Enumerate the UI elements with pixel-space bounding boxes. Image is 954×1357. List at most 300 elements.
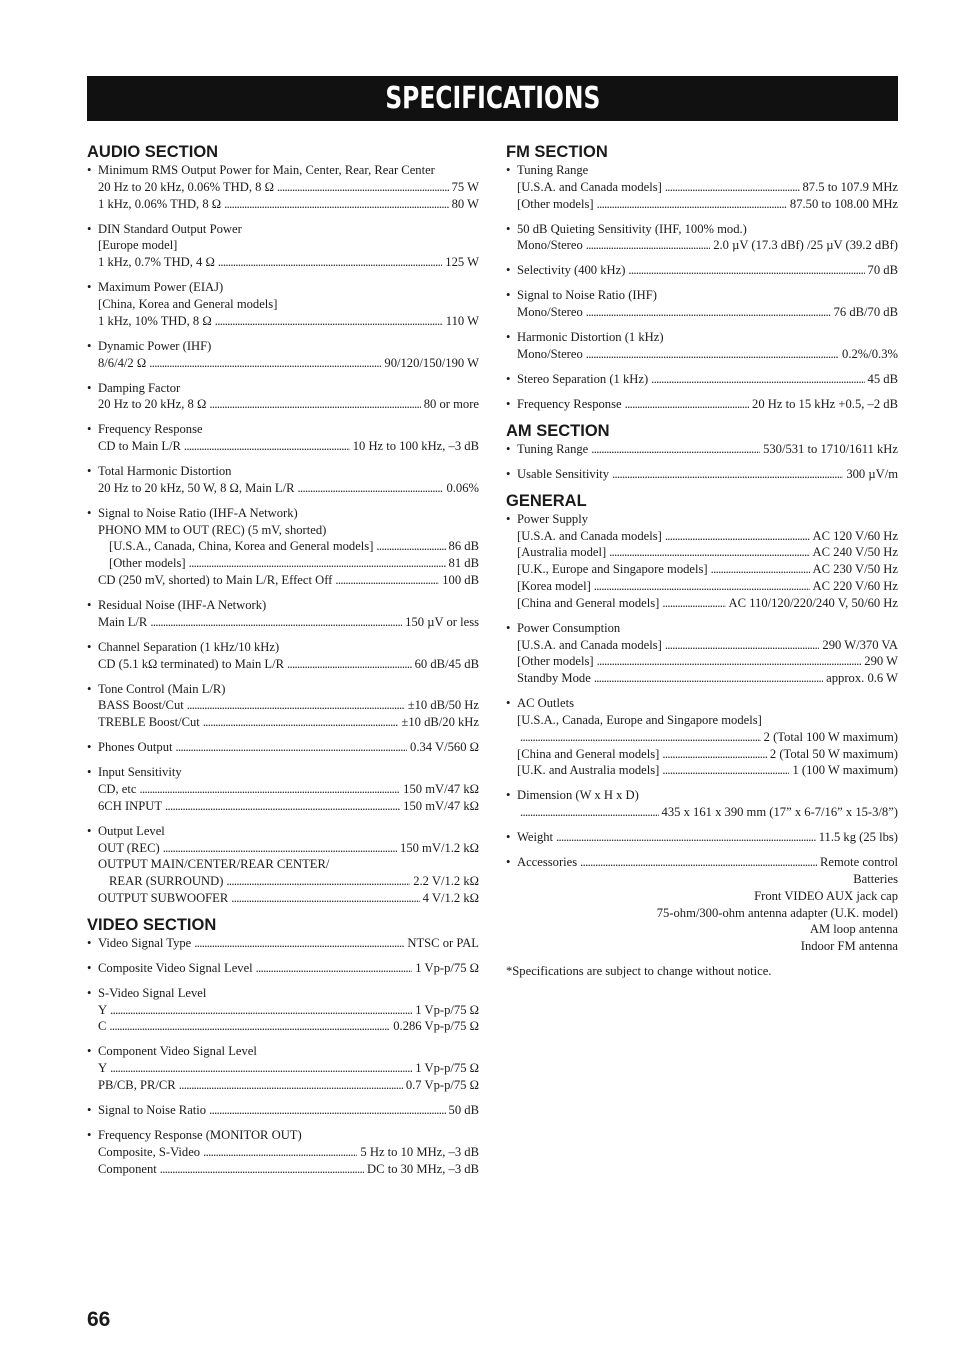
bullet-icon: • (506, 855, 511, 870)
dot-leader (165, 798, 400, 815)
dot-leader (203, 714, 399, 731)
spec-heading (506, 787, 898, 804)
spec-heading (87, 162, 479, 179)
dot-leader (184, 438, 350, 455)
dot-leader (591, 441, 760, 458)
dot-leader (160, 1161, 364, 1178)
dot-leader (149, 355, 381, 372)
spec-heading (87, 681, 479, 698)
spec-row (506, 729, 898, 746)
spec-heading (87, 463, 479, 480)
spec-row-value: approx. 0.6 W (826, 671, 898, 686)
spec-label: Signal to Noise Ratio (IHF) (517, 288, 657, 303)
spec-heading (506, 162, 898, 179)
spec-row (87, 697, 479, 714)
spec-item-signal-to-noise-ratio-ihf-a-network (87, 505, 479, 589)
spec-row-label: Stereo Separation (1 kHz) (517, 371, 649, 386)
bullet-icon: • (87, 1128, 92, 1143)
bullet-icon: • (87, 338, 92, 353)
spec-row-value: 60 dB/45 dB (414, 656, 479, 671)
spec-row-label: [U.S.A. and Canada models] (517, 637, 662, 652)
spec-row-label: 1 kHz, 10% THD, 8 Ω (98, 313, 212, 328)
spec-row (506, 595, 898, 612)
bullet-icon: • (506, 163, 511, 177)
spec-row-value: AC 110/120/220/240 V, 50/60 Hz (728, 595, 898, 610)
dot-leader (218, 254, 442, 271)
spec-item-minimum-rms-output-power-for-main-center-rear-rear-center (87, 162, 479, 212)
spec-item-input-sensitivity (87, 764, 479, 814)
dot-leader (594, 670, 823, 687)
dot-leader (662, 762, 789, 779)
spec-row (506, 196, 898, 213)
spec-row-value: 87.50 to 108.00 MHz (789, 196, 898, 211)
spec-item-component-video-signal-level (87, 1043, 479, 1093)
spec-row (87, 538, 479, 555)
spec-row-value: 80 W (451, 196, 479, 211)
spec-label: Frequency Response (MONITOR OUT) (98, 1128, 302, 1143)
dot-leader (612, 466, 843, 483)
bullet-icon: • (87, 681, 92, 696)
spec-row-value: 150 µV or less (405, 614, 479, 629)
dot-leader (556, 829, 816, 846)
spec-item-frequency-response (506, 396, 898, 413)
spec-row-value: AC 120 V/60 Hz (812, 528, 898, 543)
spec-label: Frequency Response (98, 422, 203, 437)
spec-label: AC Outlets (517, 696, 575, 711)
spec-row (506, 637, 898, 654)
spec-label: Maximum Power (EIAJ) (98, 280, 224, 295)
spec-item-frequency-response (87, 421, 479, 455)
spec-row-value: 150 mV/47 kΩ (403, 781, 479, 796)
spec-row-value: 4 V/1.2 kΩ (422, 890, 479, 905)
spec-line: AM loop antenna (809, 922, 898, 937)
spec-heading (87, 338, 479, 355)
bullet-icon: • (506, 696, 511, 711)
bullet-icon: • (87, 380, 92, 395)
spec-heading (87, 221, 479, 238)
spec-row-value: 80 or more (423, 397, 479, 412)
spec-item-channel-separation-1-khz-10-khz (87, 639, 479, 673)
bullet-icon: • (87, 985, 92, 1000)
bullet-icon: • (506, 441, 511, 456)
dot-leader (277, 179, 449, 196)
spec-row-label: 20 Hz to 20 kHz, 8 Ω (98, 397, 207, 412)
spec-row (87, 840, 479, 857)
spec-row-label: Tuning Range (517, 441, 589, 456)
spec-row-label: BASS Boost/Cut (98, 698, 184, 713)
spec-label: Power Supply (517, 511, 589, 526)
bullet-icon: • (87, 935, 92, 950)
spec-row (506, 262, 898, 279)
bullet-icon: • (87, 823, 92, 838)
spec-item-damping-factor (87, 380, 479, 414)
dot-leader (711, 561, 810, 578)
spec-row-label: [China and General models] (517, 746, 660, 761)
spec-item-total-harmonic-distortion (87, 463, 479, 497)
spec-row (506, 466, 898, 483)
spec-row-value: 300 µV/m (846, 466, 898, 481)
spec-row-label: [Korea model] (517, 579, 591, 594)
spec-line: PHONO MM to OUT (REC) (5 mV, shorted) (98, 522, 327, 537)
spec-row-value: AC 220 V/60 Hz (812, 579, 898, 594)
spec-row-label: CD (250 mV, shorted) to Main L/R, Effect Off (98, 573, 333, 588)
spec-row (506, 304, 898, 321)
dot-leader (586, 304, 831, 321)
spec-row (87, 1161, 479, 1178)
spec-row (87, 614, 479, 631)
spec-row-label: [U.S.A. and Canada models] (517, 528, 662, 543)
spec-row (87, 555, 479, 572)
section-title-video-section: VIDEO SECTION (87, 915, 217, 934)
spec-row-value: ±10 dB/50 Hz (407, 698, 479, 713)
spec-row-label: Mono/Stereo (517, 238, 583, 253)
specifications-banner (87, 76, 898, 121)
footnote: *Specifications are subject to change without notice. (506, 964, 772, 979)
spec-item-selectivity-400-khz (506, 262, 898, 279)
spec-row-label: 20 Hz to 20 kHz, 50 W, 8 Ω, Main L/R (98, 480, 295, 495)
spec-row-label: Usable Sensitivity (517, 466, 609, 481)
bullet-icon: • (87, 765, 92, 780)
spec-row-value: 70 dB (867, 263, 898, 278)
spec-row (506, 578, 898, 595)
spec-row-label: Signal to Noise Ratio (98, 1103, 207, 1118)
spec-item-composite-video-signal-level (87, 960, 479, 977)
spec-row-label: Phones Output (98, 740, 173, 755)
spec-item-tuning-range (506, 441, 898, 458)
spec-item-power-supply (506, 511, 898, 612)
spec-row-value: 110 W (445, 313, 479, 328)
dot-leader (628, 262, 864, 279)
dot-leader (110, 1002, 412, 1019)
spec-row-value: 1 (100 W maximum) (792, 763, 898, 778)
spec-row-value: 1 Vp-p/75 Ω (415, 1002, 479, 1017)
spec-row (506, 396, 898, 413)
spec-item-s-video-signal-level (87, 985, 479, 1035)
spec-row (87, 480, 479, 497)
dot-leader (662, 595, 725, 612)
dot-leader (586, 346, 839, 363)
spec-item-residual-noise-ihf-a-network (87, 597, 479, 631)
spec-row-value: 0.06% (446, 480, 479, 495)
bullet-icon: • (506, 788, 511, 803)
spec-row-label: Y (98, 1061, 108, 1076)
spec-label: Channel Separation (1 kHz/10 kHz) (98, 639, 280, 654)
spec-row (506, 528, 898, 545)
dot-leader (665, 528, 810, 545)
spec-row-label: TREBLE Boost/Cut (98, 715, 200, 730)
spec-item-tuning-range (506, 162, 898, 212)
dot-leader (109, 1018, 390, 1035)
spec-row (87, 1102, 479, 1119)
spec-label: Tone Control (Main L/R) (98, 681, 226, 696)
spec-label: Harmonic Distortion (1 kHz) (517, 330, 664, 345)
spec-label: Minimum RMS Output Power for Main, Center, Rear, Rear Center (98, 163, 435, 177)
dot-leader (594, 578, 810, 595)
spec-row-label: Selectivity (400 kHz) (517, 263, 626, 278)
spec-row (87, 935, 479, 952)
spec-heading (87, 985, 479, 1002)
spec-row (87, 739, 479, 756)
spec-item-accessories (506, 854, 898, 955)
spec-row (87, 873, 479, 890)
dot-leader (203, 1144, 357, 1161)
spec-row (506, 237, 898, 254)
spec-row-label: Frequency Response (517, 396, 622, 411)
spec-row (506, 346, 898, 363)
spec-row (506, 441, 898, 458)
bullet-icon: • (506, 466, 511, 481)
spec-row-label: [U.S.A. and Canada models] (517, 179, 662, 194)
dot-leader (139, 781, 400, 798)
spec-heading (87, 597, 479, 614)
spec-row-label: [U.S.A., Canada, China, Korea and General models] (109, 539, 374, 554)
dot-leader (189, 555, 446, 572)
dot-leader (150, 614, 402, 631)
spec-row-value: 20 Hz to 15 kHz +0.5, –2 dB (752, 396, 898, 411)
dot-leader (179, 1077, 403, 1094)
spec-row-label: 1 kHz, 0.06% THD, 8 Ω (98, 196, 222, 211)
spec-row-value: NTSC or PAL (407, 935, 479, 950)
bullet-icon: • (506, 830, 511, 845)
bullet-icon: • (87, 960, 92, 975)
spec-row-value: 5 Hz to 10 MHz, –3 dB (360, 1144, 479, 1159)
spec-row (87, 798, 479, 815)
spec-row-value: 50 dB (448, 1103, 479, 1118)
spec-row (506, 670, 898, 687)
spec-row (506, 829, 898, 846)
dot-leader (597, 196, 787, 213)
spec-row-value: 530/531 to 1710/1611 kHz (763, 441, 898, 456)
bullet-icon: • (87, 1103, 92, 1118)
spec-heading (506, 221, 898, 238)
spec-row-label: [China and General models] (517, 595, 660, 610)
spec-item-ac-outlets (506, 695, 898, 779)
spec-item-harmonic-distortion-1-khz (506, 329, 898, 363)
bullet-icon: • (87, 163, 92, 177)
spec-row (87, 1060, 479, 1077)
dot-leader (163, 840, 397, 857)
bullet-icon: • (87, 422, 92, 437)
spec-item-dynamic-power-ihf (87, 338, 479, 372)
spec-item-power-consumption (506, 620, 898, 687)
spec-row (87, 572, 479, 589)
spec-row-label: [Other models] (517, 196, 594, 211)
spec-row-value: 290 W/370 VA (822, 637, 898, 652)
dot-leader (215, 313, 443, 330)
spec-heading (87, 279, 479, 296)
dot-leader (298, 480, 444, 497)
section-title-audio-section: AUDIO SECTION (87, 143, 219, 161)
spec-row (506, 561, 898, 578)
spec-heading (506, 511, 898, 528)
spec-label: Output Level (98, 823, 165, 838)
dot-leader (665, 637, 820, 654)
spec-line: 75-ohm/300-ohm antenna adapter (U.K. model) (656, 905, 898, 920)
right-column (506, 142, 898, 980)
bullet-icon: • (506, 288, 511, 303)
spec-row-label: Composite, S-Video (98, 1144, 201, 1159)
dot-leader (335, 572, 439, 589)
spec-row-label: [Other models] (109, 556, 186, 571)
spec-row-label: Mono/Stereo (517, 346, 583, 361)
spec-row (506, 653, 898, 670)
spec-row-label: [Australia model] (517, 545, 607, 560)
bullet-icon: • (87, 639, 92, 654)
bullet-icon: • (87, 464, 92, 479)
section-title-general: GENERAL (506, 491, 587, 510)
dot-leader (226, 873, 410, 890)
spec-row (87, 714, 479, 731)
spec-item-signal-to-noise-ratio (87, 1102, 479, 1119)
spec-row-label: REAR (SURROUND) (109, 874, 224, 889)
bullet-icon: • (87, 1044, 92, 1059)
spec-label: Dimension (W x H x D) (517, 788, 639, 803)
spec-row-value: 86 dB (448, 539, 479, 554)
dot-leader (209, 396, 420, 413)
bullet-icon: • (506, 396, 511, 411)
spec-row-label: CD, etc (98, 781, 137, 796)
spec-row-value: 75 W (451, 179, 479, 194)
spec-item-50-db-quieting-sensitivity-ihf-100-mod (506, 221, 898, 255)
spec-label: DIN Standard Output Power (98, 221, 242, 236)
spec-label: Damping Factor (98, 380, 181, 395)
spec-row-value: 0.2%/0.3% (842, 346, 898, 361)
spec-row-label: OUT (REC) (98, 840, 160, 855)
spec-row (506, 179, 898, 196)
spec-row-value: 0.286 Vp-p/75 Ω (393, 1019, 479, 1034)
spec-row (506, 544, 898, 561)
spec-row-label: OUTPUT SUBWOOFER (98, 890, 229, 905)
spec-heading (87, 764, 479, 781)
spec-row-value: 2.2 V/1.2 kΩ (413, 874, 479, 889)
dot-leader (580, 854, 817, 871)
section-title-am-section: AM SECTION (506, 421, 610, 440)
dot-leader (665, 179, 800, 196)
spec-item-tone-control-main-l-r (87, 681, 479, 731)
spec-row (506, 746, 898, 763)
spec-label: Total Harmonic Distortion (98, 464, 232, 479)
bullet-icon: • (87, 740, 92, 755)
spec-row (87, 656, 479, 673)
spec-heading (506, 287, 898, 304)
spec-row-label: 8/6/4/2 Ω (98, 355, 147, 370)
spec-row (506, 854, 898, 871)
spec-row-label: Standby Mode (517, 671, 591, 686)
spec-item-din-standard-output-power (87, 221, 479, 271)
dot-leader (287, 656, 412, 673)
spec-row-value: 2 (Total 50 W maximum) (769, 746, 898, 761)
spec-label: 50 dB Quieting Sensitivity (IHF, 100% mod.) (517, 221, 747, 236)
spec-row-label: [U.K., Europe and Singapore models] (517, 562, 708, 577)
bullet-icon: • (506, 221, 511, 236)
dot-leader (194, 935, 404, 952)
spec-heading (506, 695, 898, 712)
spec-item-usable-sensitivity (506, 466, 898, 483)
spec-row-value: DC to 30 MHz, –3 dB (367, 1161, 479, 1176)
spec-row-value: 76 dB/70 dB (833, 305, 898, 320)
spec-row-value: 87.5 to 107.9 MHz (802, 179, 898, 194)
spec-row-label: 1 kHz, 0.7% THD, 4 Ω (98, 255, 215, 270)
dot-leader (256, 960, 413, 977)
spec-row-label: [Other models] (517, 654, 594, 669)
spec-row-label: [U.K. and Australia models] (517, 763, 660, 778)
spec-heading (506, 329, 898, 346)
spec-row-label: CD (5.1 kΩ terminated) to Main L/R (98, 656, 284, 671)
spec-row (87, 313, 479, 330)
spec-item-dimension-w-x-h-x-d (506, 787, 898, 821)
spec-row-value: Remote control (820, 855, 898, 870)
spec-row-value: AC 240 V/50 Hz (812, 545, 898, 560)
spec-row-value: AC 230 V/50 Hz (812, 562, 898, 577)
bullet-icon: • (506, 330, 511, 345)
spec-row-label: Composite Video Signal Level (98, 960, 253, 975)
spec-row-value: 150 mV/1.2 kΩ (400, 840, 479, 855)
spec-row-value: 125 W (445, 255, 479, 270)
spec-line: [Europe model] (98, 238, 178, 253)
spec-row-label: CD to Main L/R (98, 439, 181, 454)
spec-row-label: Component (98, 1161, 157, 1176)
spec-row-label: C (98, 1019, 107, 1034)
bullet-icon: • (506, 511, 511, 526)
spec-row-value: 11.5 kg (25 lbs) (818, 830, 898, 845)
bullet-icon: • (87, 505, 92, 520)
page-number: 66 (87, 1308, 111, 1331)
spec-row (87, 254, 479, 271)
spec-row (87, 438, 479, 455)
bullet-icon: • (87, 221, 92, 236)
spec-row-label: 20 Hz to 20 kHz, 0.06% THD, 8 Ω (98, 179, 274, 194)
spec-row (87, 1018, 479, 1035)
dot-leader (625, 396, 749, 413)
spec-line: Batteries (853, 871, 898, 886)
spec-row-label: Accessories (517, 855, 578, 870)
spec-heading (87, 823, 479, 840)
spec-row (87, 196, 479, 213)
spec-heading (87, 1127, 479, 1144)
dot-leader (376, 538, 445, 555)
spec-label: Dynamic Power (IHF) (98, 338, 212, 353)
spec-row (506, 804, 898, 821)
spec-heading (87, 639, 479, 656)
spec-row-value: 100 dB (442, 573, 479, 588)
spec-label: Tuning Range (517, 163, 589, 177)
spec-item-frequency-response-monitor-out (87, 1127, 479, 1177)
spec-label: Power Consumption (517, 620, 621, 635)
spec-row (87, 179, 479, 196)
spec-row-label: Weight (517, 830, 554, 845)
spec-row-value: 45 dB (867, 371, 898, 386)
dot-leader (520, 804, 659, 821)
spec-row-value: 10 Hz to 100 kHz, –3 dB (352, 439, 479, 454)
spec-row-value: ±10 dB/20 kHz (401, 715, 479, 730)
spec-label: Component Video Signal Level (98, 1044, 257, 1059)
bullet-icon: • (506, 371, 511, 386)
bullet-icon: • (87, 280, 92, 295)
spec-row (87, 1077, 479, 1094)
spec-label: Signal to Noise Ratio (IHF-A Network) (98, 505, 298, 520)
spec-row-value: 90/120/150/190 W (384, 355, 479, 370)
dot-leader (209, 1102, 445, 1119)
spec-label: Residual Noise (IHF-A Network) (98, 598, 267, 613)
spec-item-maximum-power-eiaj (87, 279, 479, 329)
spec-line: OUTPUT MAIN/CENTER/REAR CENTER/ (98, 857, 330, 872)
bullet-icon: • (506, 620, 511, 635)
dot-leader (110, 1060, 412, 1077)
spec-label: Input Sensitivity (98, 765, 182, 780)
spec-row-value: 0.34 V/560 Ω (410, 740, 479, 755)
spec-heading (87, 421, 479, 438)
dot-leader (187, 697, 405, 714)
